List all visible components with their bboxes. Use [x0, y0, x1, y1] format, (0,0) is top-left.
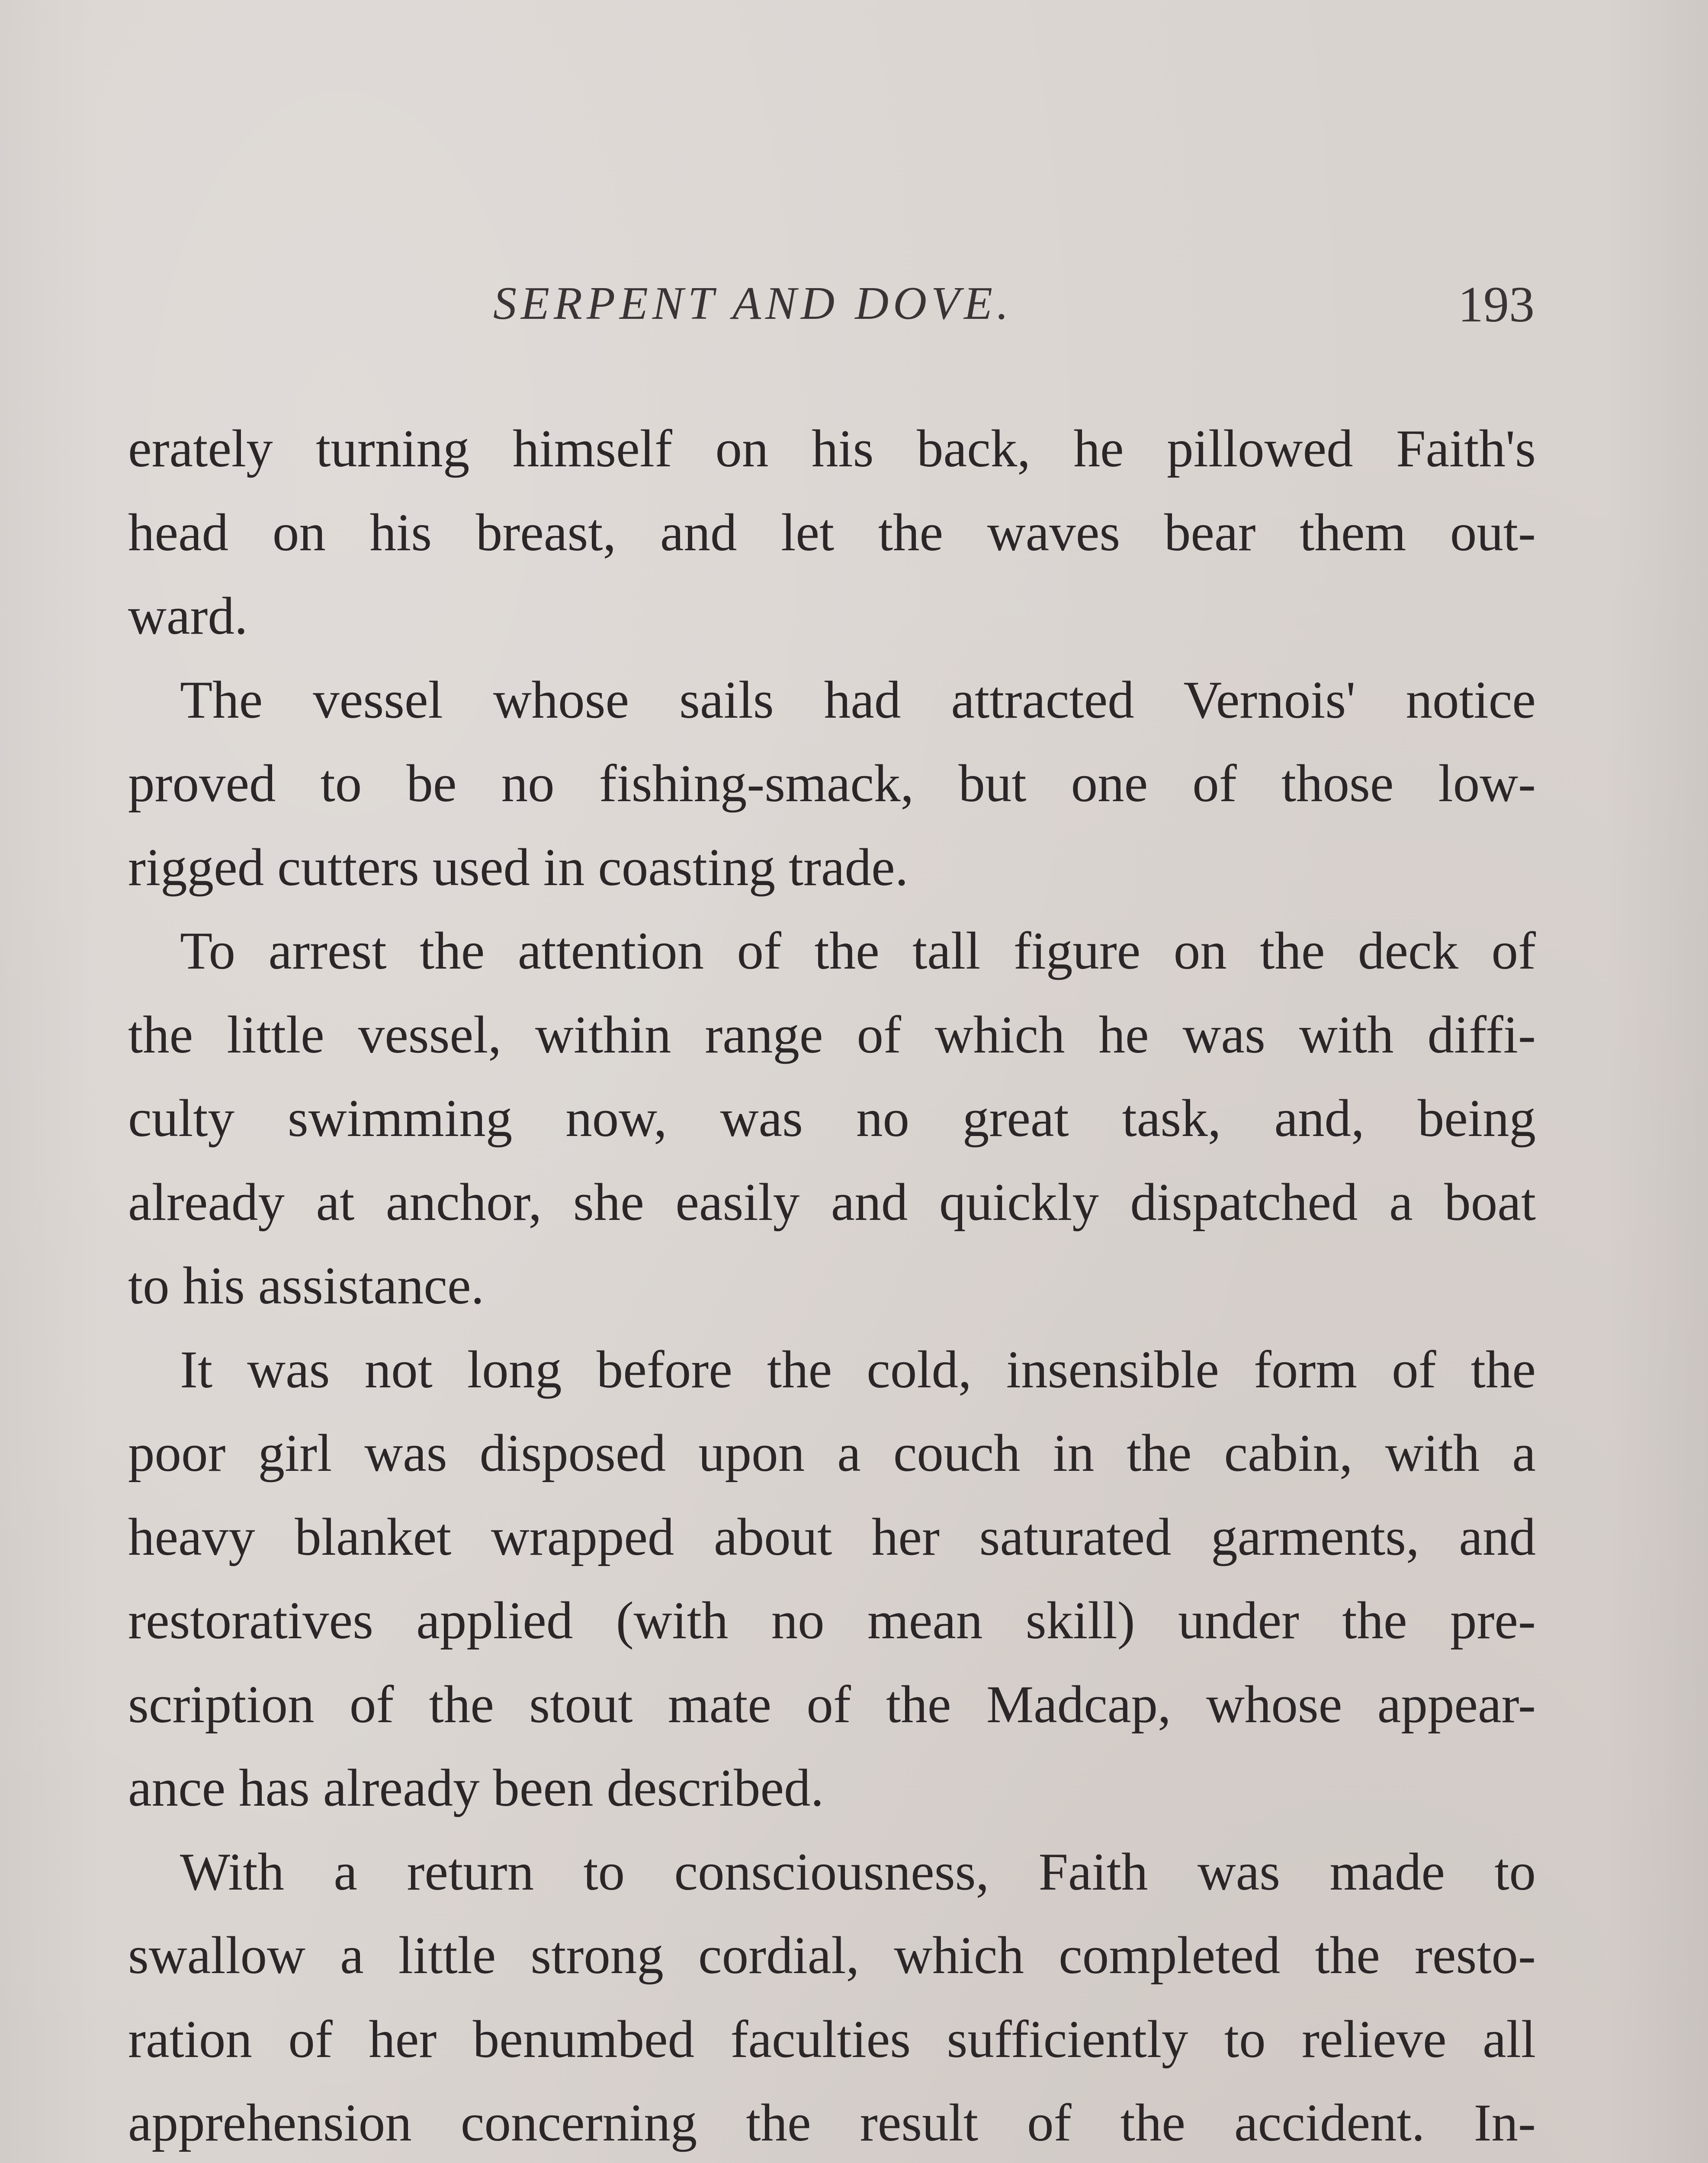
text-line: scription of the stout mate of the Madcap, whose appear- — [128, 1674, 1536, 1734]
running-title: SERPENT AND DOVE. — [493, 278, 1013, 329]
text-line: the little vessel, within range of which he was with diffi- — [128, 1004, 1536, 1064]
text-line: heavy blanket wrapped about her saturated garments, and — [128, 1507, 1536, 1566]
text-line: erately turning himself on his back, he pillowed Faith's — [128, 419, 1536, 478]
text-line: rigged cutters used in coasting trade. — [128, 837, 909, 897]
text-line: With a return to consciousness, Faith was made to — [180, 1842, 1536, 1901]
text-line: apprehension concerning the result of the accident. In- — [128, 2093, 1536, 2152]
paragraph — [128, 407, 1536, 658]
body-text — [128, 407, 1536, 2163]
text-line: ration of her benumbed faculties sufficiently to relieve all — [128, 2009, 1536, 2069]
text-line: To arrest the attention of the tall figure on the deck of — [180, 921, 1536, 980]
paragraph — [128, 1328, 1536, 1830]
text-line: The vessel whose sails had attracted Vernois' notice — [180, 670, 1536, 729]
text-line: ward. — [128, 586, 248, 645]
text-line: already at anchor, she easily and quickly dispatched a boat — [128, 1172, 1536, 1232]
text-line: swallow a little strong cordial, which completed the resto- — [128, 1926, 1536, 1985]
text-line: culty swimming now, was no great task, and, being — [128, 1088, 1536, 1148]
page-number: 193 — [1458, 276, 1535, 333]
text-line: poor girl was disposed upon a couch in the cabin, with a — [128, 1423, 1536, 1483]
paragraph — [128, 909, 1536, 1328]
text-line: It was not long before the cold, insensible form of the — [180, 1339, 1536, 1399]
text-line: proved to be no fishing-smack, but one of those low- — [128, 754, 1536, 813]
text-line: restoratives applied (with no mean skill) under the pre- — [128, 1591, 1536, 1650]
paragraph — [128, 1830, 1536, 2163]
text-line: to his assistance. — [128, 1256, 485, 1315]
text-line: head on his breast, and let the waves bear them out- — [128, 502, 1536, 562]
paragraph — [128, 658, 1536, 909]
text-line: ance has already been described. — [128, 1758, 824, 1817]
